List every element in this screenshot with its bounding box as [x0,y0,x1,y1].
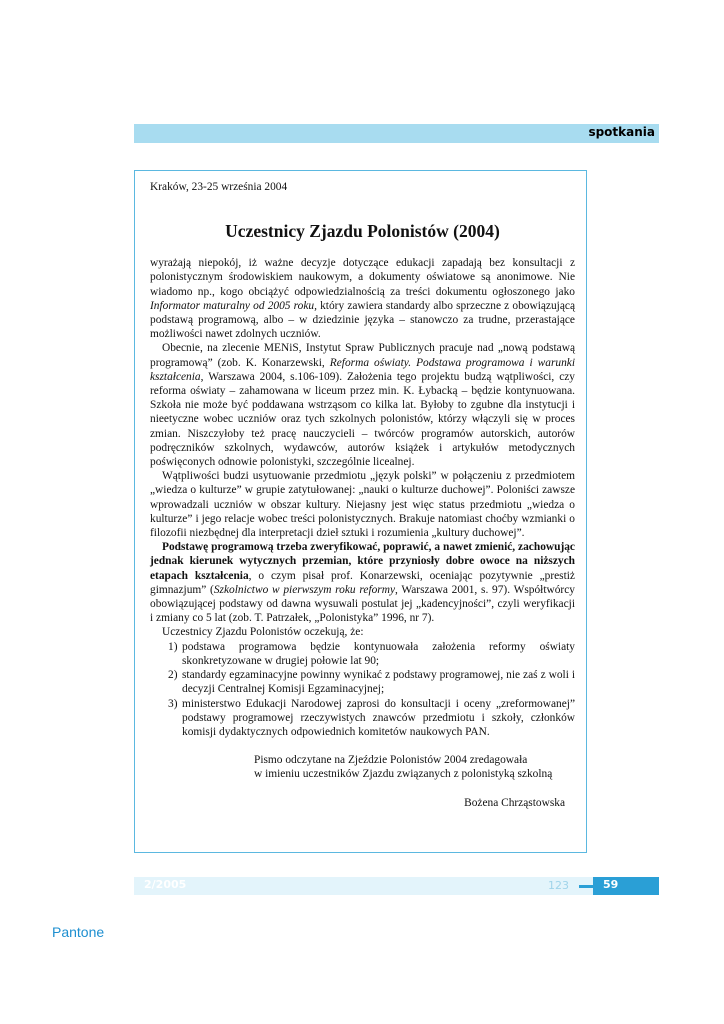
issue-number: 2/2005 [144,878,187,891]
section-header-band [134,124,659,143]
paragraph-3: Wątpliwości budzi usytuowanie przedmiotu „język polski” w połączeniu z przedmiotem „wiedza o kulturze” w grupie zatytułowanej: „nauki o kulturze duchowej”. Poloniści zawsze wprowadzali uczniów w obszar kultury. Niejasny jest więc status przedmiotu „wiedza o kulturze” i jego relacje wobec treści polonistycznych. Brakuje natomiast choćby wzmianki o filozofii niezbędnej dla interpretacji dzieł sztuki i rozumienia „kultury duchowej”. [150,470,575,540]
list-item: 1) podstawa programowa będzie kontynuowała założenia reformy oświaty skonkretyzowane w drugiej połowie lat 90; [168,640,575,667]
closing-line-2: w imieniu uczestników Zjazdu związanych z polonistyką szkolną [254,768,553,781]
signature: Bożena Chrząstowska [464,796,565,809]
footer-dash [579,885,593,888]
dateline: Kraków, 23-25 września 2004 [150,181,288,193]
paragraph-5: Uczestnicy Zjazdu Polonistów oczekują, że: [162,626,364,639]
original-page-number: 123 [548,879,569,892]
paragraph-2: Obecnie, na zlecenie MENiS, Instytut Spraw Publicznych pracuje nad „nową podstawą programową” (zob. K. Konarzewski, Reforma oświaty. Podstawa programowa i warunki kształcenia, Warszawa 2004, s.106-109). Założenia tego projektu budzą wątpliwości, czy reforma oświaty – zahamowana w liceum przez min. K. Łybacką – będzie kontynuowana. Szkoła nie może być poddawana wstrząsom co kilka lat. Byłoby to zgubne dla instytucji i nieetyczne wobec uczniów oraz tych szkolnych polonistów, którzy włączyli się w proces zmian. Niszczyłoby też pracę nauczycieli – twórców programów autorskich, autorów podręczników szkolnych, wydawców, autorów książek i artykułów metodycznych poświęconych odnowie polonistyki, szczególnie licealnej. [150,342,575,469]
list-item: 3) ministerstwo Edukacji Narodowej zaprosi do konsultacji i oceny „zreformowanej” podstawy programowej rzeczywistych znawców przedmiotu i szkoły, członków komisji dydaktycznych odpowiednich komitetów naukowych PAN. [168,697,575,738]
letter-title: Uczestnicy Zjazdu Polonistów (2004) [225,221,500,242]
paragraph-4: Podstawę programową trzeba zweryfikować, poprawić, a nawet zmienić, zachowując jednak kierunek wytycznych przemian, które przyniosły dobre owoce na niższych etapach kształcenia, o czym pisał prof. Konarzewski, oceniając pozytywnie „prestiż gimnazjum” (Szkolnictwo w pierwszym roku reformy, Warszawa 2001, s. 97). Współtwórcy obowiązującej podstawy od dawna wysuwali postulat jej „kadencyjności”, czyli weryfikacji i zmiany co 5 lat (zob. T. Patrzałek, „Polonistyka” 1996, nr 7). [150,541,575,625]
list-item: 2) standardy egzaminacyjne powinny wynikać z podstawy programowej, nie zaś z woli i decyzji Centralnej Komisji Egzaminacyjnej; [168,669,575,696]
paragraph-1: wyrażają niepokój, iż ważne decyzje dotyczące edukacji zapadają bez konsultacji z polonistycznym środowiskiem naukowym, a dokumenty oświatowe są anonimowe. Nie wiadomo np., kogo obciążyć odpowiedzialnością za treści dokumentu ogłoszonego jako Informator maturalny od 2005 roku, który zawiera standardy albo sprzeczne z obowiązującą podstawą programową, albo – w dziedzinie języka – stanowczo za trudne, przerastające możliwości nawet zdolnych uczniów. [150,257,575,341]
footer-band [134,877,659,895]
page-number-box [593,877,659,895]
page-number: 59 [603,878,619,891]
closing-note [150,753,575,781]
closing-line-1: Pismo odczytane na Zjeździe Polonistów 2004 zredagowała [254,754,528,767]
section-label: spotkania [588,125,655,139]
letter-body [150,180,575,810]
expectations-list [150,640,575,739]
header-divider [719,124,721,143]
pantone-label: Pantone [52,924,105,940]
